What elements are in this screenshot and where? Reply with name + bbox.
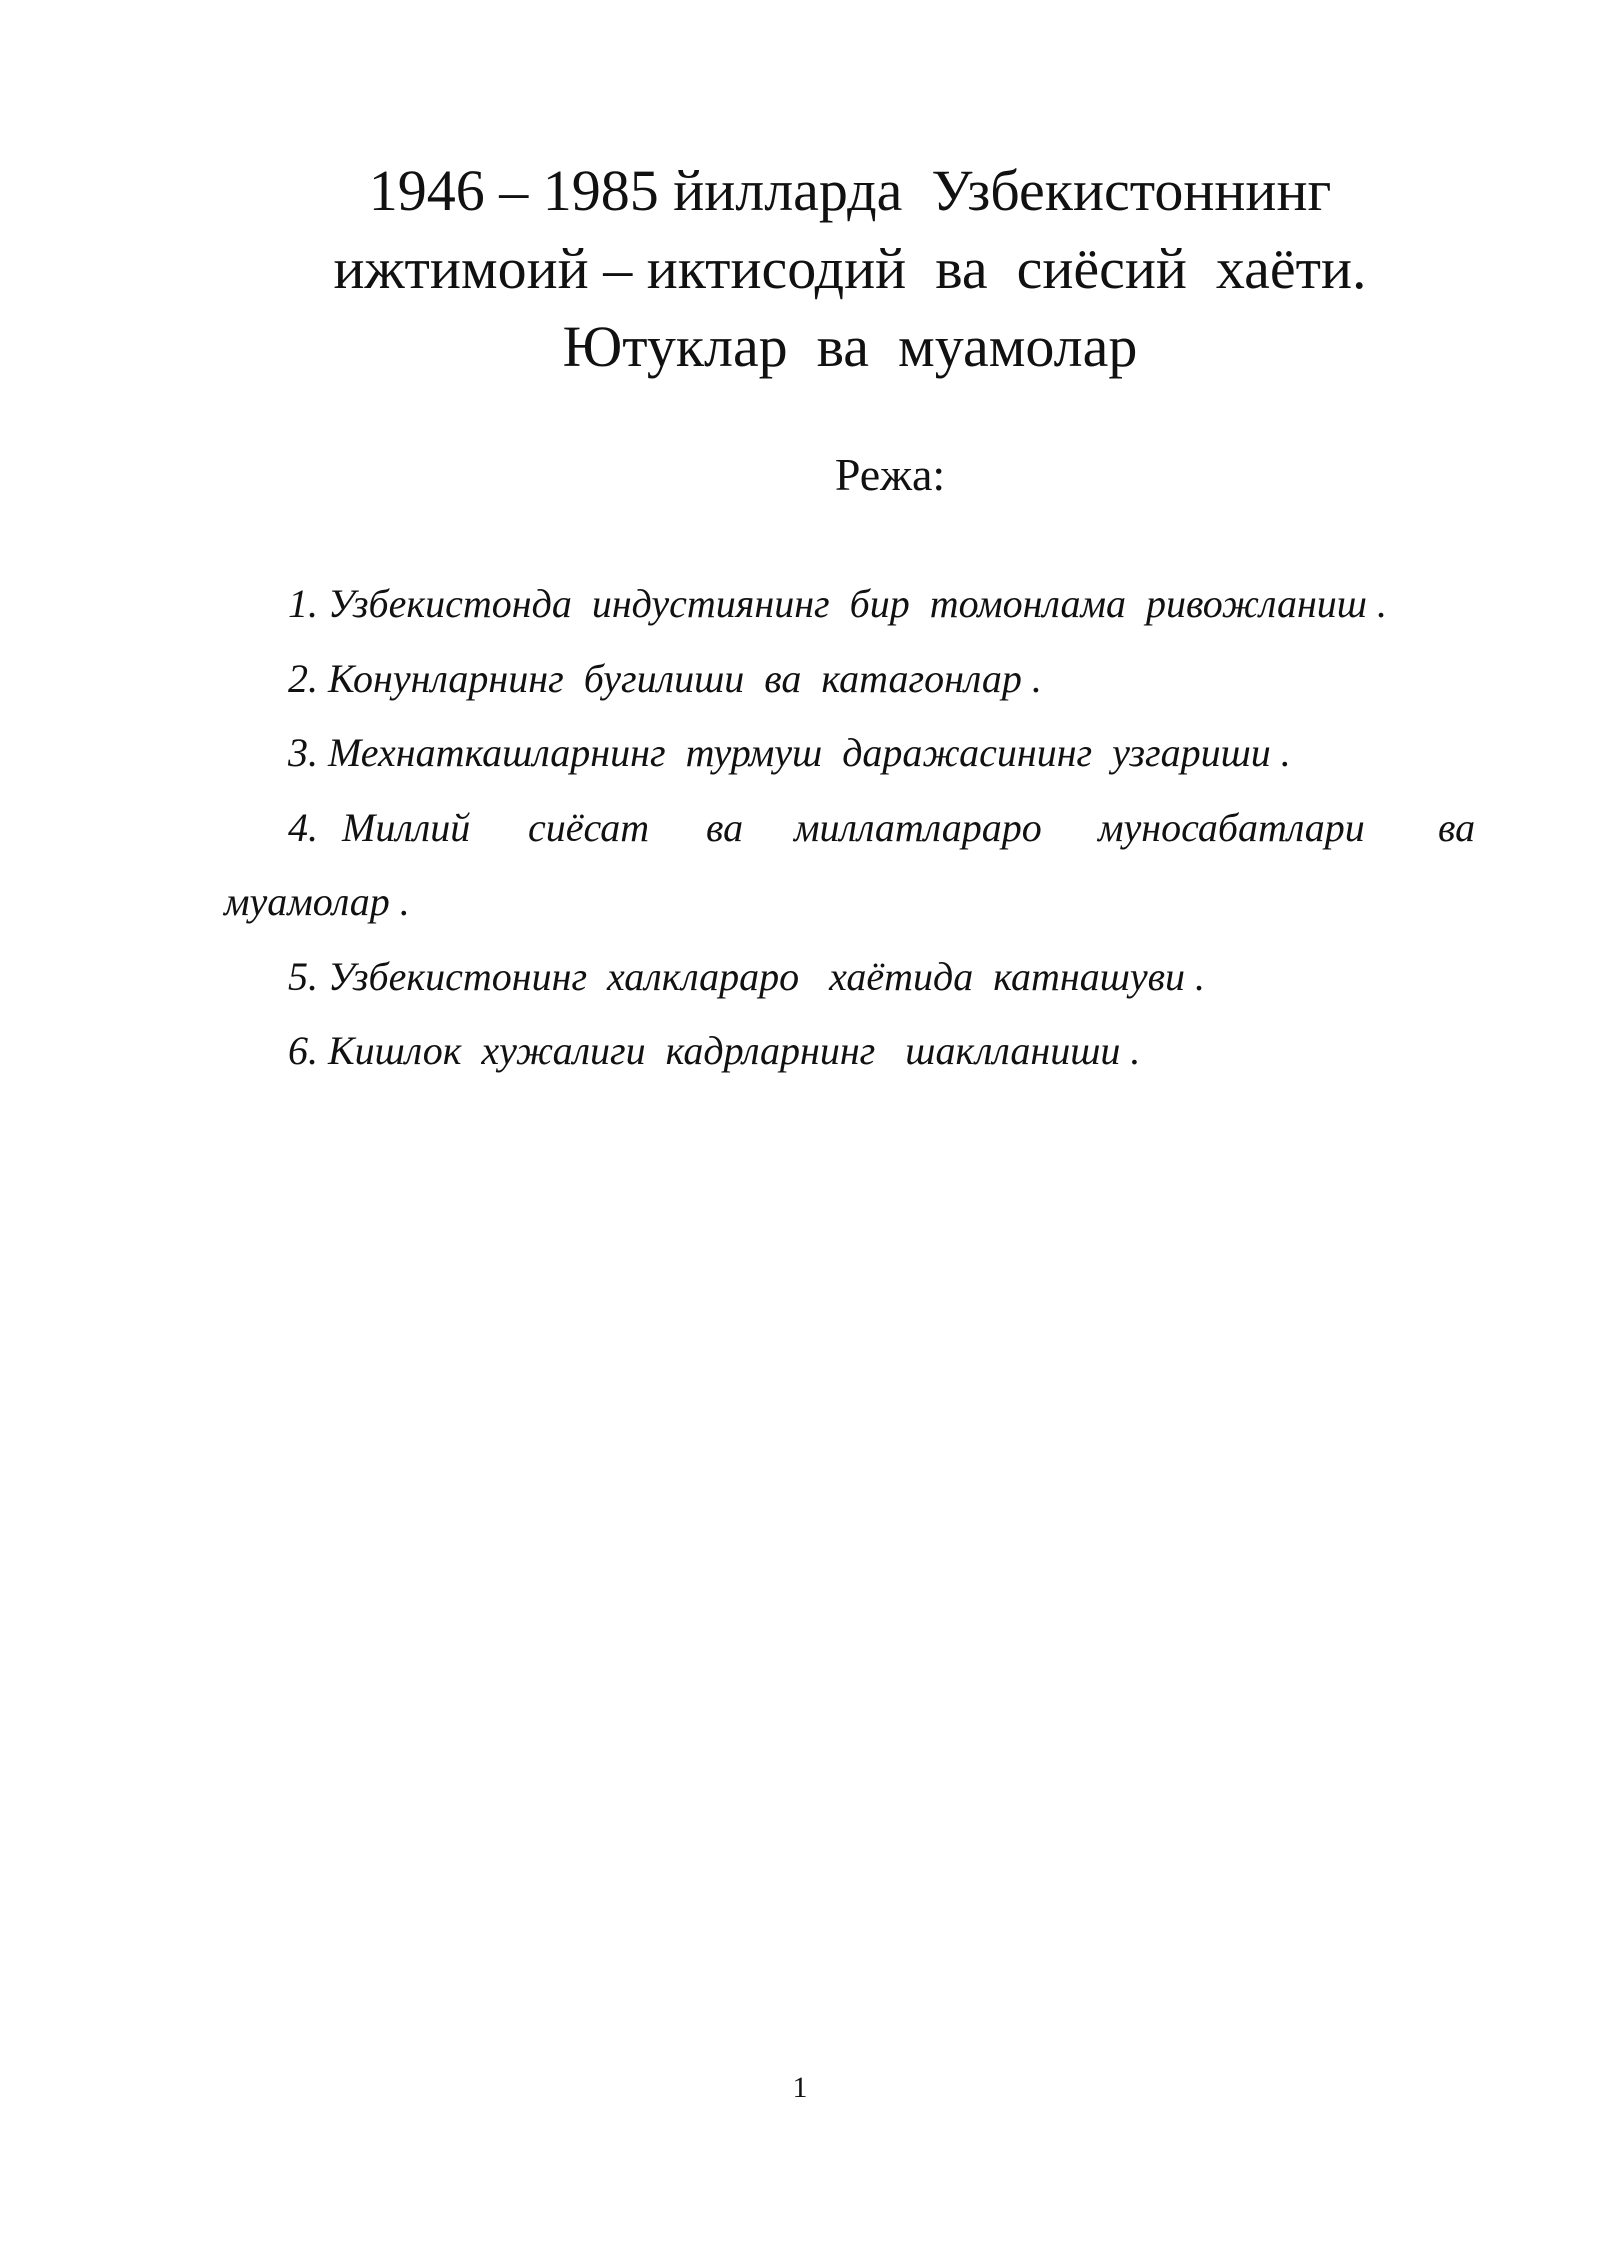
plan-item-4-word: сиёсат <box>528 805 650 850</box>
plan-item-4-continuation: муамолар . <box>224 879 410 924</box>
plan-item-3: 3. Мехнаткашларнинг турмуш даражасининг узгариши . <box>288 730 1291 775</box>
plan-item-4-word: миллатлараро <box>794 805 1042 850</box>
plan-item-4-word: ва <box>706 805 744 850</box>
plan-item-1: 1. Узбекистонда индустиянинг бир томонлама ривожланиш . <box>288 581 1387 626</box>
title-line-3: Ютуклар ва муамолар <box>562 314 1138 379</box>
plan-item-4-word: муносабатлари <box>1098 805 1365 850</box>
plan-item-4-word: ва <box>1438 805 1476 850</box>
plan-item-6: 6. Кишлок хужалиги кадрларнинг шаклланиши . <box>288 1028 1141 1073</box>
page-number: 1 <box>792 2071 808 2104</box>
plan-item-5: 5. Узбекистонинг халклараро хаётида катнашуви . <box>288 954 1206 999</box>
plan-item-4-word: 4. <box>288 805 318 850</box>
plan-item-2: 2. Конунларнинг бугилиши ва катагонлар . <box>288 656 1042 701</box>
title-line-1: 1946 – 1985 йилларда Узбекистоннинг <box>368 158 1332 223</box>
plan-item-4-word: Миллий <box>342 805 471 850</box>
title-line-2: ижтимоий – иктисодий ва сиёсий хаёти. <box>333 236 1367 301</box>
plan-heading: Режа: <box>834 449 946 500</box>
